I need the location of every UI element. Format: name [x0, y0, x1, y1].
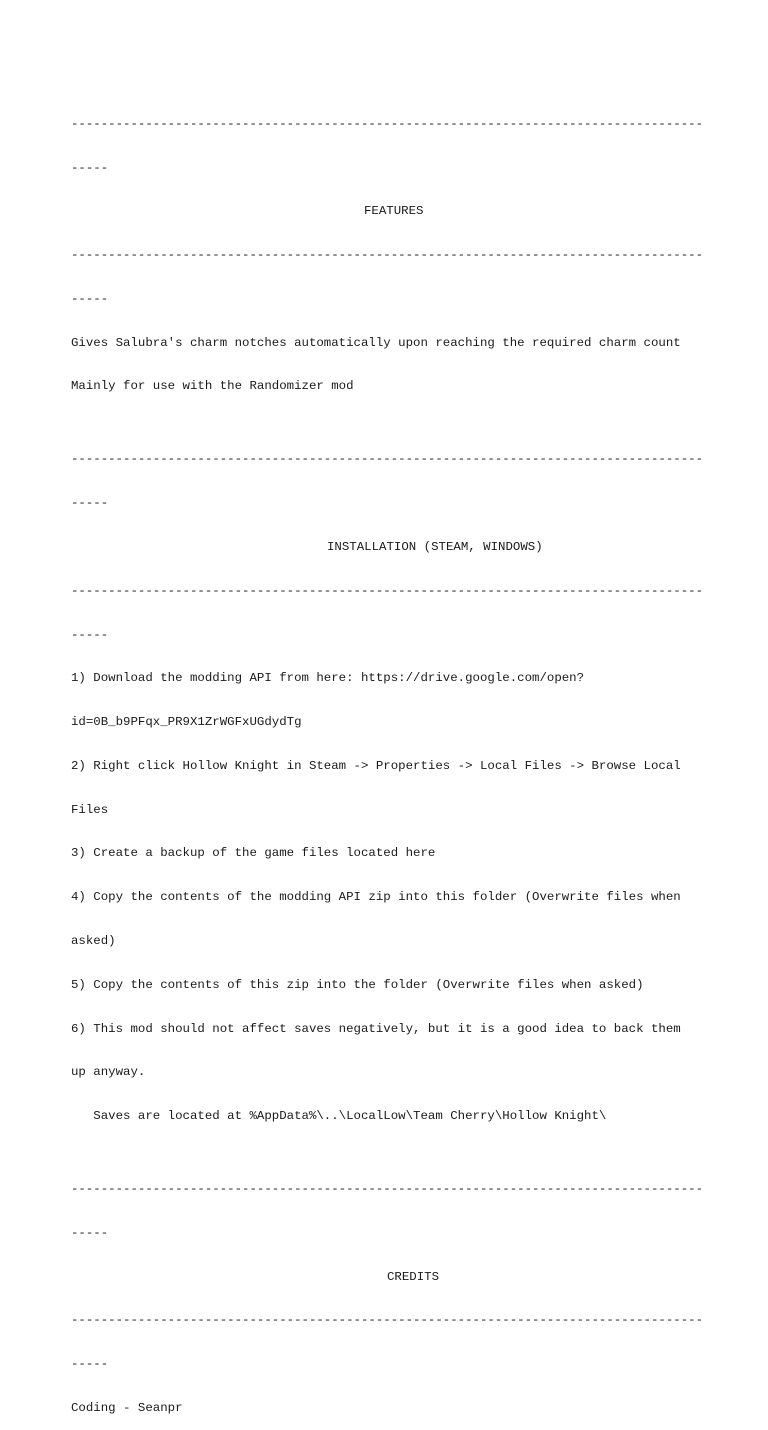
- installation-line: 6) This mod should not affect saves negatively, but it is a good idea to back them: [71, 1021, 681, 1036]
- divider-line-wrap: -----: [71, 496, 109, 511]
- divider-line: -------------------------------------------------------------------------------------: [71, 248, 704, 263]
- divider-line: -------------------------------------------------------------------------------------: [71, 452, 704, 467]
- credits-line: Coding - Seanpr: [71, 1401, 183, 1416]
- divider-line: -------------------------------------------------------------------------------------: [71, 1313, 704, 1328]
- installation-line: 5) Copy the contents of this zip into the folder (Overwrite files when asked): [71, 977, 644, 992]
- installation-line: 3) Create a backup of the game files located here: [71, 846, 436, 861]
- installation-line: up anyway.: [71, 1065, 146, 1080]
- installation-line: Saves are located at %AppData%\..\LocalLow\Team Cherry\Hollow Knight\: [71, 1109, 607, 1124]
- installation-line: id=0B_b9PFqx_PR9X1ZrWGFxUGdydTg: [71, 715, 302, 730]
- readme-document: [71, 73, 704, 1430]
- divider-line: -------------------------------------------------------------------------------------: [71, 1182, 704, 1197]
- installation-line: 2) Right click Hollow Knight in Steam -> Properties -> Local Files -> Browse Local: [71, 758, 681, 773]
- divider-line-wrap: -----: [71, 1357, 109, 1372]
- divider-line-wrap: -----: [71, 627, 109, 642]
- installation-line: 4) Copy the contents of the modding API zip into this folder (Overwrite files when: [71, 890, 681, 905]
- divider-line: -------------------------------------------------------------------------------------: [71, 116, 704, 131]
- features-line: Gives Salubra's charm notches automatically upon reaching the required charm count: [71, 335, 681, 350]
- section-heading-credits: CREDITS: [387, 1269, 440, 1284]
- divider-line-wrap: -----: [71, 160, 109, 175]
- section-heading-features: FEATURES: [364, 204, 424, 219]
- divider-line: -------------------------------------------------------------------------------------: [71, 583, 704, 598]
- installation-line: asked): [71, 934, 116, 949]
- features-line: Mainly for use with the Randomizer mod: [71, 379, 354, 394]
- installation-line: 1) Download the modding API from here: https://drive.google.com/open?: [71, 671, 585, 686]
- installation-line: Files: [71, 802, 109, 817]
- section-heading-installation: INSTALLATION (STEAM, WINDOWS): [327, 540, 543, 554]
- divider-line-wrap: -----: [71, 291, 109, 306]
- divider-line-wrap: -----: [71, 1225, 109, 1240]
